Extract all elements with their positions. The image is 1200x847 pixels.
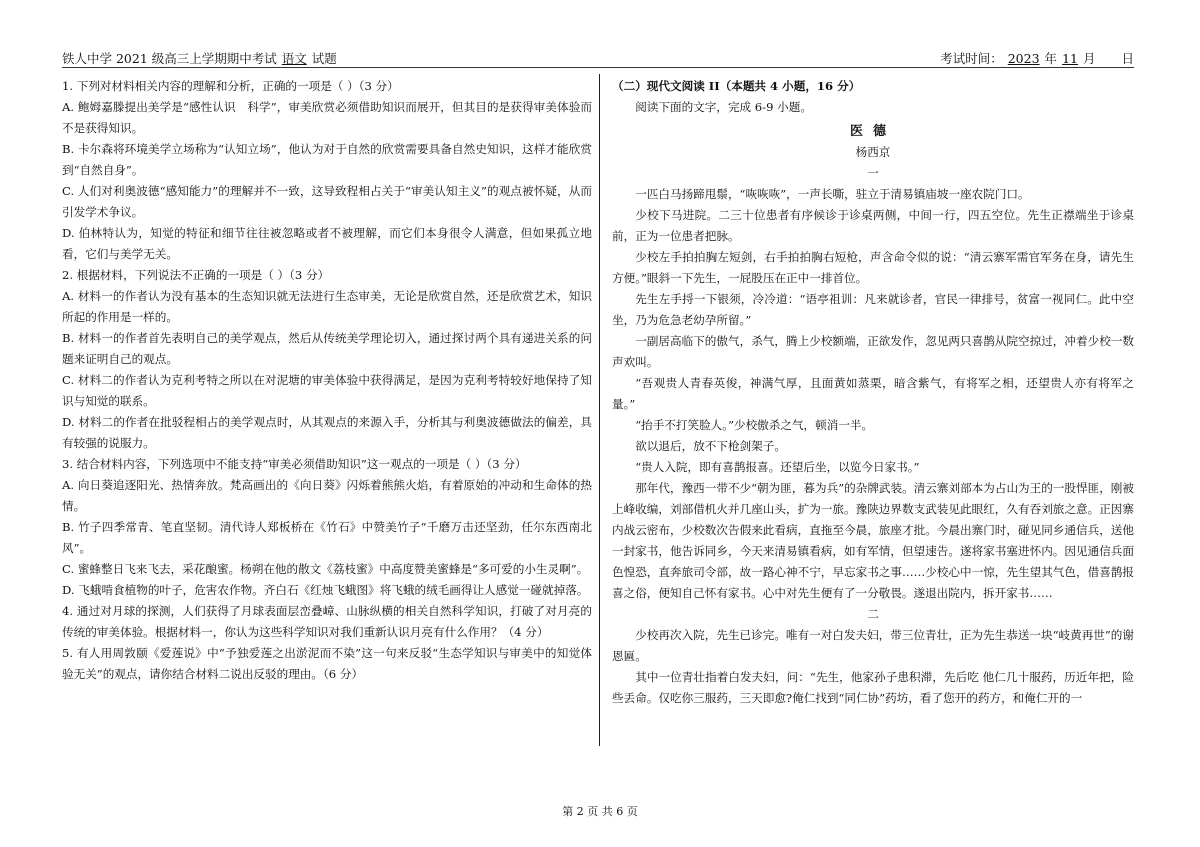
part-one-marker: 一 [867,166,879,180]
paragraph: “吾观贵人青春英俊，神满气厚，且面黄如蒸栗，暗含紫气，有将军之相，还望贵人亦有将军之量。” [612,376,1134,411]
q1-option-a: A. 鲍姆嘉滕提出美学是“感性认识 科学”，审美欣赏必须借助知识而展开，但其目的是获得审美体验而不是获得知识。 [62,100,592,135]
q2-option-c: C. 材料二的作者认为克利考特之所以在对泥塘的审美体验中获得满足，是因为克利考特较好地保持了知识与知觉的联系。 [62,373,592,408]
page-footer: 第 2 页 共 6 页 [562,805,638,818]
exam-month: 11 [1062,51,1078,66]
exam-title [62,49,337,67]
question-5: 5. 有人用周敦颐《爱莲说》中“予独爱莲之出淤泥而不染”这一句来反驳“生态学知识与审美中的知觉体验无关”的观点，请你结合材料二说出反驳的理由。（6 分） [62,646,592,681]
article-author: 杨西京 [855,145,891,159]
q2-option-d: D. 材料二的作者在批驳程相占的美学观点时，从其观点的来源入手，分析其与利奥波德做法的偏差，具有较强的说服力。 [62,415,592,450]
question-4: 4. 通过对月球的探测，人们获得了月球表面层峦叠嶂、山脉纵横的相关自然科学知识，打破了对月亮的传统的审美体验。根据材料一，你认为这些科学知识对我们重新认识月亮有什么作用？（4 分） [62,604,592,639]
part-two-marker: 二 [867,607,879,621]
paragraph: 先生左手捋一下银须，冷冷道：“语亭祖训：凡来就诊者，官民一律排号，贫富一视同仁。此中空坐，乃为危急老幼孕所留。” [612,292,1134,327]
q1-option-c: C. 人们对利奥波德“感知能力”的理解并不一致，这导致程相占关于“审美认知主义”的观点被怀疑，从而引发学术争议。 [62,184,592,219]
paragraph: 那年代，豫西一带不少“朝为匪，暮为兵”的杂牌武装。清云寨刘部本为占山为王的一股悍匪，刚被上峰收编，刘部借机火并几座山头，扩为一旅。豫陕边界数支武装见此眼红，久有吞刘旅之意。正因寨内战云密布，少校数次告假来此看病，直拖至今晨，旅座才批。今晨出寨门时，碰见同乡通信兵，送他一封家书，他告诉同乡，今天来清易镇看病，如有军情，但望速告。遂将家书塞进怀内。因见通信兵面色惶恐，直奔旅司令部，故一路心神不宁，早忘家书之事……少校心中一惊，先生望其气色，借喜鹊报喜之俗，便知自己怀有家书。心中对先生便有了一分敬畏。遂退出院内，拆开家书…… [612,481,1134,600]
q1-option-d: D. 伯林特认为，知觉的特征和细节往往被忽略或者不被理解，而它们本身很令人满意，但如果孤立地看，它们与美学无关。 [62,226,592,261]
exam-header [62,47,1134,68]
subject-field: 语文 [281,51,307,66]
q3-option-b: B. 竹子四季常青、笔直坚韧。清代诗人郑板桥在《竹石》中赞美竹子“千磨万击还坚劲，任尔东西南北风”。 [62,520,592,555]
paragraph: 少校左手拍拍胸左短剑，右手拍拍胸右短枪，声含命令似的说：“清云寨军需官军务在身，请先生方便。”眼斜一下先生，一屁股压在正中一排首位。 [612,250,1134,285]
q2-option-b: B. 材料一的作者首先表明自己的美学观点，然后从传统美学理论切入，通过探讨两个具有递进关系的问题来证明自己的观点。 [62,331,592,366]
exam-time-label: 考试时间： [940,51,1003,66]
paragraph: “抬手不打笑脸人。”少校傲杀之气，顿消一半。 [635,418,874,432]
school-exam-name: 铁人中学 2021 级高三上学期期中考试 [62,51,277,66]
paragraph: 少校下马进院。二三十位患者有序候诊于诊桌两侧，中间一行，四五空位。先生正襟端坐于诊桌前，正为一位患者把脉。 [612,208,1134,243]
paragraph: 一副居高临下的傲气，杀气，腾上少校额端，正欲发作，忽见两只喜鹊从院空掠过，冲着少校一数声欢叫。 [612,334,1134,369]
q3-option-a: A. 向日葵追逐阳光、热情奔放。梵高画出的《向日葵》闪烁着熊熊火焰，有着原始的冲动和生命体的热情。 [62,478,592,513]
reading-instruction: 阅读下面的文字，完成 6-9 小题。 [635,100,812,114]
q3-option-d: D. 飞蛾啃食植物的叶子，危害农作物。齐白石《红烛飞蛾图》将飞蛾的绒毛画得让人感觉一碰就掉落。 [62,583,589,597]
section-title: （二）现代文阅读 II（本题共 4 小题，16 分） [612,79,861,93]
paragraph: “贵人入院，即有喜鹊报喜。还望后坐，以览今日家书。” [635,460,920,474]
paragraph: 一匹白马扬蹄甩鬃，“咴咴咴”，一声长嘶，驻立于清易镇庙坡一座农院门口。 [635,187,1030,201]
column-divider [599,74,600,746]
exam-year: 2023 [1007,51,1040,66]
q2-option-a: A. 材料一的作者认为没有基本的生态知识就无法进行生态审美，无论是欣赏自然，还是欣赏艺术，知识所起的作用是一样的。 [62,289,592,324]
question-2: 2. 根据材料，下列说法不正确的一项是（ ）（3 分） [62,268,330,282]
article-title: 医德 [849,124,896,139]
right-column [612,76,1134,709]
left-column [62,76,592,685]
q1-option-b: B. 卡尔森将环境美学立场称为“认知立场”，他认为对于自然的欣赏需要具备自然史知识，这样才能欣赏到“自然自身”。 [62,142,592,177]
exam-time: 考试时间： 2023 年 11 月 日 [940,51,1134,66]
paragraph: 少校再次入院，先生已诊完。唯有一对白发夫妇，带三位青壮，正为先生恭送一块“岐黄再世”的谢恩匾。 [612,628,1134,663]
paragraph: 欲以退后，放不下枪剑架子。 [635,439,786,453]
question-1: 1. 下列对材料相关内容的理解和分析，正确的一项是（ ）（3 分） [62,79,399,93]
paragraph: 其中一位青壮指着白发夫妇，问：“先生，他家孙子患积滞，先后吃 他仁几十服药，历近年把，险些丢命。仅吃你三服药，三天即愈?俺仁找到“同仁协”药坊，看了您开的药方，和俺仁开的一 [612,670,1134,705]
exam-suffix: 试题 [311,51,337,66]
question-3: 3. 结合材料内容，下列选项中不能支持“审美必须借助知识”这一观点的一项是（ ）（3 分） [62,457,527,471]
q3-option-c: C. 蜜蜂整日飞来飞去，采花酿蜜。杨朔在他的散文《荔枝蜜》中高度赞美蜜蜂是“多可爱的小生灵啊”。 [62,562,589,576]
